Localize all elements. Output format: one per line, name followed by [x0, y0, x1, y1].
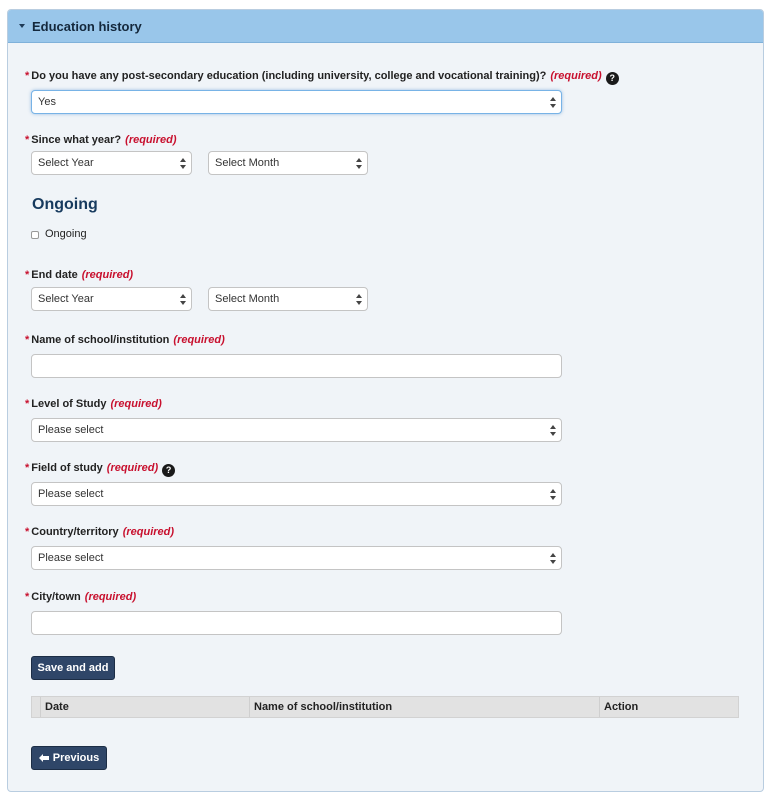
required-text: (required)	[122, 526, 175, 538]
help-icon[interactable]: ?	[162, 464, 175, 477]
field-label-text: Field of study	[31, 462, 103, 474]
required-asterisk: *	[25, 70, 30, 82]
required-asterisk: *	[25, 398, 30, 410]
city-input[interactable]	[31, 611, 562, 635]
ongoing-section-title: Ongoing	[32, 196, 98, 213]
field-label	[25, 462, 175, 477]
required-text: (required)	[84, 591, 137, 603]
select-arrows-icon	[550, 553, 556, 564]
field-value: Please select	[38, 488, 104, 500]
select-arrows-icon	[356, 158, 362, 169]
school-label-text: Name of school/institution	[31, 334, 170, 346]
city-label-text: City/town	[31, 591, 81, 603]
country-label	[25, 526, 174, 538]
level-label	[25, 398, 162, 410]
help-icon[interactable]: ?	[606, 72, 619, 85]
required-text: (required)	[173, 334, 225, 346]
field-select[interactable]	[31, 482, 562, 506]
table-header-date[interactable]: Date	[40, 697, 249, 717]
required-text: (required)	[81, 269, 134, 281]
since-year-value: Select Year	[38, 157, 94, 169]
end-month-select[interactable]	[208, 287, 368, 311]
post-secondary-select[interactable]	[31, 90, 562, 114]
country-select[interactable]	[31, 546, 562, 570]
ongoing-checkbox[interactable]	[31, 231, 39, 239]
required-text: (required)	[550, 70, 602, 82]
post-secondary-label-text: Do you have any post-secondary education (including university, college and vocational training)?	[31, 70, 547, 82]
previous-button[interactable]	[31, 746, 107, 770]
required-asterisk: *	[25, 462, 30, 474]
level-label-text: Level of Study	[31, 398, 107, 410]
level-value: Please select	[38, 424, 104, 436]
country-value: Please select	[38, 552, 104, 564]
city-label	[25, 591, 136, 603]
arrow-left-icon	[39, 754, 49, 762]
panel-title: Education history	[32, 19, 142, 34]
required-text: (required)	[125, 134, 177, 146]
required-text: (required)	[106, 462, 159, 474]
required-text: (required)	[110, 398, 162, 410]
select-arrows-icon	[356, 294, 362, 305]
required-asterisk: *	[25, 526, 30, 538]
since-month-select[interactable]	[208, 151, 368, 175]
required-asterisk: *	[25, 334, 30, 346]
chevron-down-icon[interactable]	[19, 24, 25, 28]
post-secondary-value: Yes	[38, 96, 56, 108]
required-asterisk: *	[25, 591, 30, 603]
select-arrows-icon	[550, 97, 556, 108]
education-history-panel	[7, 9, 764, 792]
end-year-value: Select Year	[38, 293, 94, 305]
ongoing-checkbox-label[interactable]: Ongoing	[45, 228, 87, 240]
school-input[interactable]	[31, 354, 562, 378]
end-date-label	[25, 269, 133, 281]
since-year-label	[25, 134, 177, 146]
school-label	[25, 334, 225, 346]
panel-header[interactable]	[8, 10, 763, 43]
since-year-label-text: Since what year?	[31, 134, 122, 146]
table-header-school[interactable]: Name of school/institution	[249, 697, 599, 717]
education-table	[31, 696, 739, 718]
select-arrows-icon	[180, 158, 186, 169]
country-label-text: Country/territory	[31, 526, 119, 538]
since-year-select[interactable]	[31, 151, 192, 175]
post-secondary-label	[25, 70, 619, 85]
end-year-select[interactable]	[31, 287, 192, 311]
required-asterisk: *	[25, 269, 30, 281]
end-date-label-text: End date	[31, 269, 78, 281]
end-month-value: Select Month	[215, 293, 280, 305]
save-and-add-button[interactable]: Save and add	[31, 656, 115, 680]
select-arrows-icon	[550, 489, 556, 500]
since-month-value: Select Month	[215, 157, 280, 169]
select-arrows-icon	[550, 425, 556, 436]
level-select[interactable]	[31, 418, 562, 442]
required-asterisk: *	[25, 134, 30, 146]
select-arrows-icon	[180, 294, 186, 305]
table-header-action: Action	[599, 697, 738, 717]
previous-button-label: Previous	[52, 752, 100, 764]
